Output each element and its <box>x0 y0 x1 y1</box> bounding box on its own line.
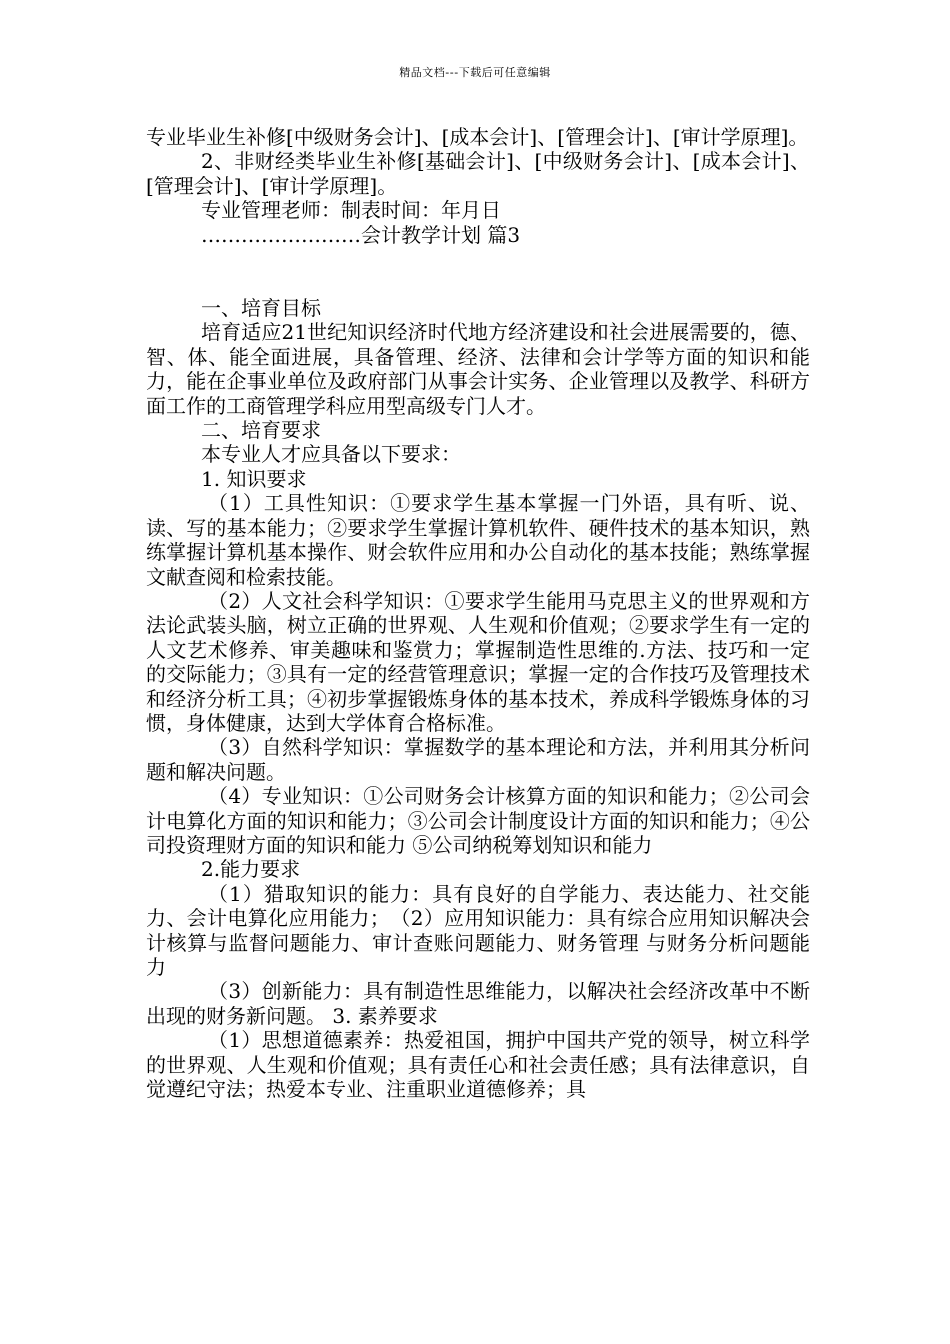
page-header: 精品文档---下载后可任意编辑 <box>399 66 551 79</box>
paragraph: 专业毕业生补修[中级财务会计]、[成本会计]、[管理会计]、[审计学原理]。 <box>146 125 809 149</box>
section-heading: 二、培育要求 <box>201 418 321 443</box>
paragraph: （1）猎取知识的能力：具有良好的自学能力、表达能力、社交能力、会计电算化应用能力； （2）应用知识能力：具有综合应用知识解决会计核算与监督问题能力、审计查账问题能力、财务管理 与财务分析问题能力 <box>146 881 810 979</box>
paragraph: （2）人文社会科学知识：①要求学生能用马克思主义的世界观和方法论武装头脑，树立正确的世界观、人生观和价值观；②要求学生有一定的人文艺术修养、审美趣味和鉴赏力；掌握制造性思维的.方法、技巧和一定的交际能力；③具有一定的经营管理意识；掌握一定的合作技巧及管理技术和经济分析工具；④初步掌握锻炼身体的基本技术，养成科学锻炼身体的习惯，身体健康，达到大学体育合格标准。 <box>146 588 810 735</box>
paragraph: ……………………会计教学计划 篇3 <box>201 222 521 247</box>
paragraph: 培育适应21世纪知识经济时代地方经济建设和社会进展需要的，德、智、体、能全面进展，具备管理、经济、法律和会计学等方面的知识和能力，能在企事业单位及政府部门从事会计实务、企业管理以及教学、科研方面工作的工商管理学科应用型高级专门人才。 <box>146 320 810 418</box>
subsection-heading: 2.能力要求 <box>201 857 301 882</box>
paragraph: （3）自然科学知识：掌握数学的基本理论和方法，并利用其分析问题和解决问题。 <box>146 735 810 784</box>
paragraph: 2、非财经类毕业生补修[基础会计]、[中级财务会计]、[成本会计]、[管理会计]、[审计学原理]。 <box>146 149 810 198</box>
section-gap <box>146 247 810 296</box>
paragraph: （4）专业知识：①公司财务会计核算方面的知识和能力；②公司会计电算化方面的知识和能力；③公司会计制度设计方面的知识和能力；④公司投资理财方面的知识和能力 ⑤公司纳税筹划知识和能力 <box>146 784 810 857</box>
paragraph: 专业管理老师：制表时间：年月日 <box>201 198 501 223</box>
section-heading: 一、培育目标 <box>201 296 321 321</box>
document-body <box>146 125 810 1101</box>
subsection-heading: 1. 知识要求 <box>201 466 307 491</box>
paragraph: （1）思想道德素养：热爱祖国，拥护中国共产党的领导，树立科学的世界观、人生观和价值观；具有责任心和社会责任感；具有法律意识，自觉遵纪守法；热爱本专业、注重职业道德修养；具 <box>146 1028 810 1102</box>
paragraph: （3）创新能力：具有制造性思维能力，以解决社会经济改革中不断出现的财务新问题。 3. 素养要求 <box>146 979 810 1028</box>
paragraph: 本专业人才应具备以下要求： <box>201 442 461 467</box>
paragraph: （1）工具性知识：①要求学生基本掌握一门外语，具有听、说、读、写的基本能力；②要求学生掌握计算机软件、硬件技术的基本知识，熟练掌握计算机基本操作、财会软件应用和办公自动化的基本技能；熟练掌握文献查阅和检索技能。 <box>146 491 810 589</box>
